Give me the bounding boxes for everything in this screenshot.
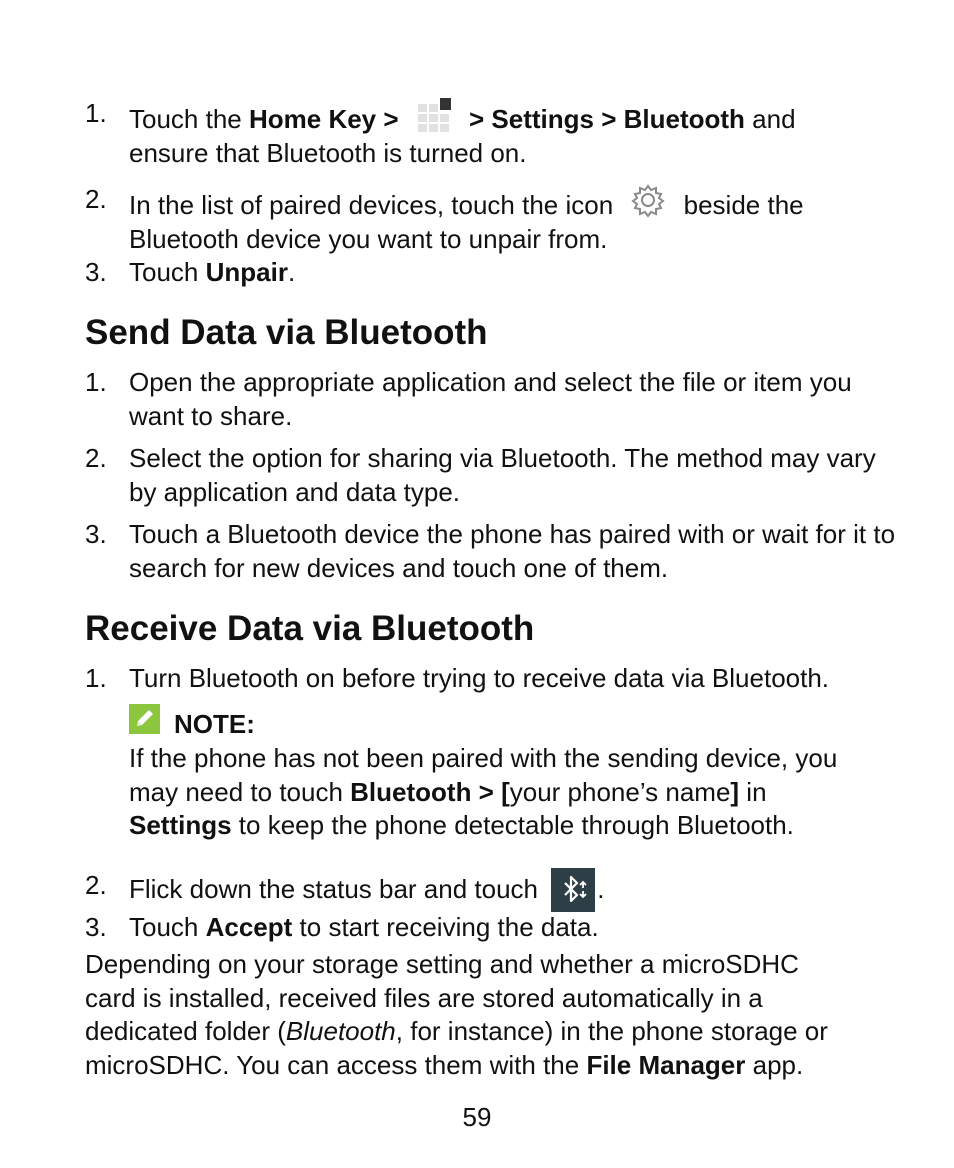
send-step-1 [85,365,915,433]
step-number: 3. [85,519,107,549]
step-number: 3. [85,912,107,942]
send-step-2 [85,441,915,509]
section-heading-receive: Receive Data via Bluetooth [85,609,535,648]
note-title: NOTE: [174,709,255,739]
step-number: 2. [85,443,107,473]
step-text: Turn Bluetooth on before trying to receive data via Bluetooth. [129,663,830,693]
step-number: 2. [85,870,107,900]
step-text: Select the option for sharing via Bluetooth. The method may vary by application and data type. [129,443,876,507]
step-text: Touch the Home Key > > Settings > Bluetooth and ensure that Bluetooth is turned on. [129,96,909,170]
gear-icon [628,182,668,222]
receive-step-2 [85,868,915,902]
receive-step-3 [85,910,915,944]
step-number: 1. [85,98,107,128]
step-text: Touch Accept to start receiving the data. [129,912,599,942]
unpair-step-2 [85,182,915,254]
bluetooth-quick-setting-icon [551,868,595,912]
section-heading-send: Send Data via Bluetooth [85,313,488,352]
closing-paragraph: Depending on your storage setting and whether a microSDHC card is installed, received files are stored automatically in a dedicated folder (Bluetooth, for instance) in the phone storage or microSDHC. You can access them with the File Manager app. [85,949,828,1080]
step-number: 3. [85,257,107,287]
step-number: 2. [85,184,107,214]
unpair-step-3 [85,255,915,289]
step-text: Touch Unpair. [129,257,296,287]
step-text: Touch a Bluetooth device the phone has paired with or wait for it to search for new devices and touch one of them. [129,519,896,583]
step-text: In the list of paired devices, touch the icon beside the Bluetooth device you want to unpair from. [129,182,909,256]
step-text: Flick down the status bar and touch . [129,868,909,912]
apps-grid-icon [414,96,454,134]
receive-step-1 [85,661,915,695]
unpair-step-1 [85,96,915,168]
page-number: 59 [462,1102,492,1132]
step-number: 1. [85,663,107,693]
send-step-3 [85,517,915,585]
step-number: 1. [85,367,107,397]
note-text: If the phone has not been paired with the sending device, you may need to touch Bluetooth > [your phone’s name] in Settings to keep the phone detectable through Bluetooth. [129,743,838,840]
pencil-note-icon [129,704,160,734]
step-text: Open the appropriate application and select the file or item you want to share. [129,367,852,431]
